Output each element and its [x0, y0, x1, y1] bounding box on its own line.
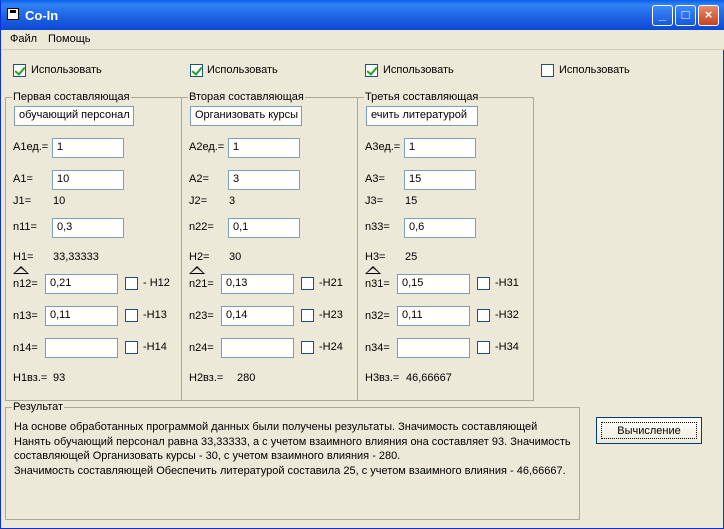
- interaction-input[interactable]: 0,15: [397, 274, 470, 294]
- close-button[interactable]: ×: [698, 5, 719, 26]
- h-label: H1=: [13, 251, 34, 263]
- hvz-label: H2вз.=: [189, 372, 224, 384]
- interaction-label: n31=: [365, 278, 390, 290]
- menu-file[interactable]: Файл: [10, 33, 38, 45]
- interaction-h-label: -H23: [319, 309, 343, 321]
- hvz-label: H3вз.=: [365, 372, 400, 384]
- hvz-value: 93: [53, 372, 66, 384]
- j-value: 15: [405, 195, 418, 207]
- maximize-button[interactable]: □: [675, 5, 696, 26]
- use-checkbox-1-label: Использовать: [31, 64, 102, 76]
- result-text: [14, 420, 574, 478]
- result-line: Нанять обучающий персонал равна 33,33333, а с учетом взаимного влияния она составляет 93. Значимость: [14, 435, 571, 448]
- use-checkbox-3-label: Использовать: [383, 64, 454, 76]
- result-line: Значимость составляющей Обеспечить литературой составила 25, с учетом взаимного влияния - 46,66667.: [14, 464, 566, 477]
- interaction-label: n13=: [13, 310, 38, 322]
- triangle-icon: [365, 266, 381, 274]
- interaction-label: n32=: [365, 310, 390, 322]
- menu-bar: [1, 30, 724, 50]
- interaction-input[interactable]: 0,21: [45, 274, 118, 294]
- a-label: A1=: [13, 173, 33, 185]
- interaction-label: n21=: [189, 278, 214, 290]
- a-label: A3=: [365, 173, 385, 185]
- use-checkbox-2-label: Использовать: [207, 64, 278, 76]
- h-label: H2=: [189, 251, 210, 263]
- hvz-label: H1вз.=: [13, 372, 48, 384]
- interaction-h-label: -H34: [495, 341, 519, 353]
- interaction-label: n24=: [189, 342, 214, 354]
- interaction-h-label: -H13: [143, 309, 167, 321]
- panel-title: Третья составляющая: [365, 91, 479, 103]
- a-unit-input[interactable]: 1: [404, 138, 476, 158]
- hvz-value: 46,66667: [406, 372, 452, 384]
- interaction-input[interactable]: [221, 338, 294, 358]
- n-input[interactable]: 0,1: [228, 218, 300, 238]
- interaction-checkbox[interactable]: [477, 309, 490, 322]
- interaction-h-label: -H24: [319, 341, 343, 353]
- app-icon: [7, 8, 19, 20]
- interaction-checkbox[interactable]: [301, 277, 314, 290]
- n-input[interactable]: 0,6: [404, 218, 476, 238]
- interaction-input[interactable]: 0,14: [221, 306, 294, 326]
- interaction-label: n14=: [13, 342, 38, 354]
- h-value: 30: [229, 251, 242, 263]
- triangle-icon: [13, 266, 29, 274]
- a-input[interactable]: 15: [404, 170, 476, 190]
- result-line: На основе обработанных программой данных были получены результаты. Значимость составляющей: [14, 421, 538, 433]
- a-input[interactable]: 3: [228, 170, 300, 190]
- use-checkbox-4-label: Использовать: [559, 64, 630, 76]
- component-name-input[interactable]: Организовать курсы: [190, 106, 302, 126]
- use-checkbox-1[interactable]: [13, 64, 26, 77]
- interaction-checkbox[interactable]: [301, 341, 314, 354]
- h-value: 25: [405, 251, 418, 263]
- j-label: J1=: [13, 195, 32, 207]
- interaction-input[interactable]: 0,11: [397, 306, 470, 326]
- j-value: 10: [53, 195, 66, 207]
- a-label: A2=: [189, 173, 209, 185]
- a-unit-label: A1ед.=: [13, 141, 49, 153]
- j-value: 3: [229, 195, 236, 207]
- interaction-checkbox[interactable]: [125, 277, 138, 290]
- component-name-input[interactable]: ечить литературой: [366, 106, 478, 126]
- interaction-input[interactable]: 0,13: [221, 274, 294, 294]
- compute-button-label: Вычисление: [601, 422, 697, 439]
- interaction-h-label: -H14: [143, 341, 167, 353]
- use-checkbox-2[interactable]: [190, 64, 203, 77]
- interaction-label: n34=: [365, 342, 390, 354]
- interaction-h-label: -H21: [319, 277, 343, 289]
- interaction-input[interactable]: [45, 338, 118, 358]
- interaction-h-label: - H12: [143, 277, 170, 289]
- interaction-checkbox[interactable]: [301, 309, 314, 322]
- j-label: J2=: [189, 195, 208, 207]
- result-group: [5, 401, 580, 520]
- compute-button[interactable]: [596, 417, 702, 444]
- interaction-h-label: -H32: [495, 309, 519, 321]
- n-label: n11=: [13, 221, 37, 233]
- title-bar[interactable]: [1, 0, 724, 30]
- triangle-icon: [189, 266, 205, 274]
- minimize-button[interactable]: _: [652, 5, 673, 26]
- interaction-checkbox[interactable]: [477, 341, 490, 354]
- h-label: H3=: [365, 251, 386, 263]
- interaction-h-label: -H31: [495, 277, 519, 289]
- a-input[interactable]: 10: [52, 170, 124, 190]
- interaction-label: n12=: [13, 278, 38, 290]
- a-unit-input[interactable]: 1: [228, 138, 300, 158]
- a-unit-input[interactable]: 1: [52, 138, 124, 158]
- n-label: n33=: [365, 221, 390, 233]
- interaction-label: n23=: [189, 310, 214, 322]
- n-input[interactable]: 0,3: [52, 218, 124, 238]
- a-unit-label: A3ед.=: [365, 141, 401, 153]
- h-value: 33,33333: [53, 251, 99, 263]
- hvz-value: 280: [237, 372, 256, 384]
- use-checkbox-3[interactable]: [365, 64, 378, 77]
- result-title: Результат: [13, 401, 64, 413]
- interaction-checkbox[interactable]: [125, 341, 138, 354]
- result-line: составляющей Организовать курсы - 30, с учетом взаимного влияния - 280.: [14, 450, 401, 462]
- panel-title: Первая составляющая: [13, 91, 130, 103]
- interaction-input[interactable]: [397, 338, 470, 358]
- window-title: Co-In: [25, 8, 59, 23]
- a-unit-label: A2ед.=: [189, 141, 225, 153]
- use-checkbox-4[interactable]: [541, 64, 554, 77]
- interaction-checkbox[interactable]: [125, 309, 138, 322]
- component-name-input[interactable]: обучающий персонал: [14, 106, 134, 126]
- j-label: J3=: [365, 195, 384, 207]
- interaction-checkbox[interactable]: [477, 277, 490, 290]
- menu-help[interactable]: Помощь: [48, 33, 91, 45]
- n-label: n22=: [189, 221, 214, 233]
- interaction-input[interactable]: 0,11: [45, 306, 118, 326]
- panel-title: Вторая составляющая: [189, 91, 304, 103]
